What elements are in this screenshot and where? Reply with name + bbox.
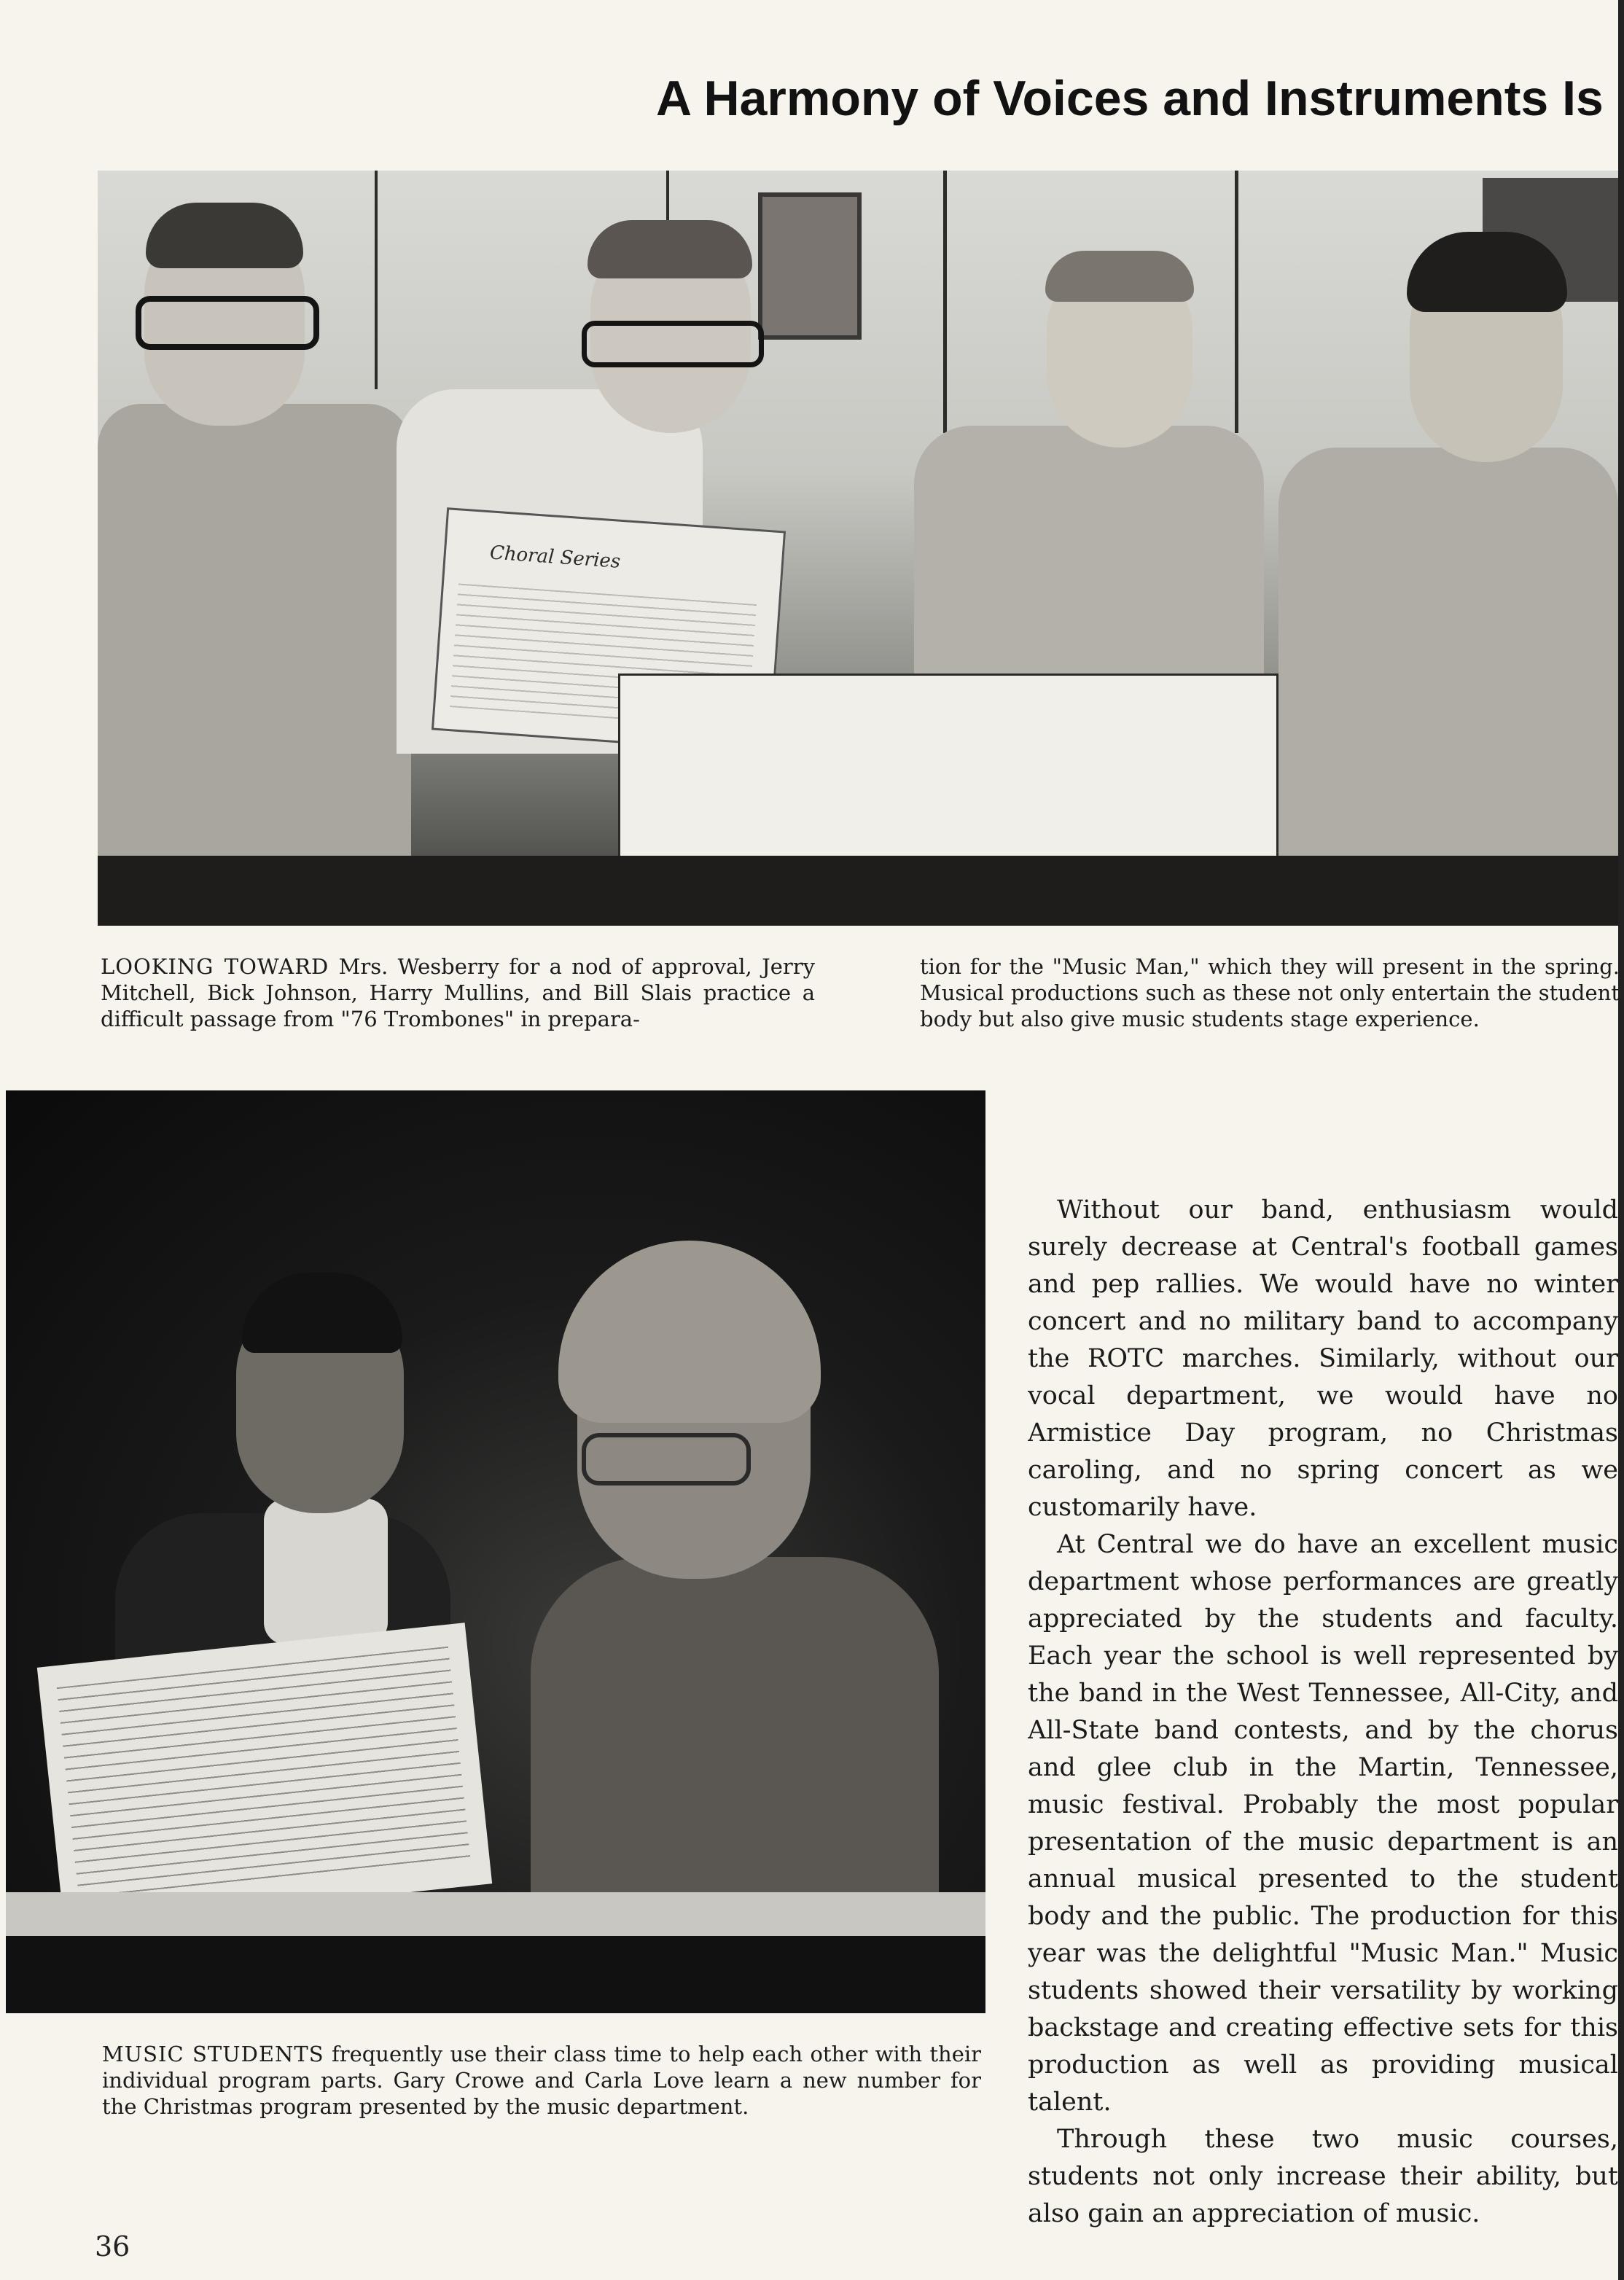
body-paragraph: Without our band, enthusiasm would surely decrease at Central's football games and pep rallies. We would have no winter concert and no military band to accompany the ROTC marches. Similarly, without our vocal department, we would have no Armistice Day program, no Christmas caroling, and no spring concert as we customarily have. [1028, 1195, 1618, 1522]
student-torso [98, 404, 411, 926]
shirt-collar [264, 1499, 388, 1644]
wall-window-panel [375, 171, 378, 389]
student-hair [242, 1273, 402, 1353]
caption-text: Mrs. Wesberry for a nod of approval, Jerry Mitchell, Bick Johnson, Harry Mullins, and Bill Slais practice a difficult passage from "76 Trombones" in prepara- [101, 954, 815, 1031]
music-notation-block [57, 1647, 471, 1905]
caption-text: frequently use their class time to help each other with their individual program parts. Gary Crowe and Carla Love learn a new number for the Christmas program presented by the music department. [102, 2042, 982, 2119]
caption-lead: LOOKING TOWARD [101, 954, 329, 979]
top-photo-caption-right: tion for the "Music Man," which they will present in the spring. Musical productions such as these not only entertain the student body but also give music students stage experience. [920, 954, 1620, 1031]
caption-lead: MUSIC STUDENTS [102, 2042, 324, 2066]
piano-edge [6, 1892, 985, 1936]
body-paragraph: Through these two music courses, students not only increase their ability, but also gain an appreciation of music. [1028, 2125, 1618, 2228]
student-hair [1045, 251, 1194, 302]
page-edge [1618, 0, 1624, 2280]
wall-picture-frame [758, 192, 862, 340]
piano-body [6, 1936, 985, 2013]
top-photo-caption-left [101, 953, 815, 1032]
bottom-photo-caption [102, 2041, 981, 2120]
music-students-photo [6, 1090, 985, 2013]
student-torso [1278, 448, 1618, 926]
sheet-music [37, 1623, 492, 1929]
page-number: 36 [95, 2230, 130, 2263]
student-hair [558, 1241, 821, 1423]
student-hair [146, 203, 303, 268]
body-paragraph: At Central we do have an excellent music department whose performances are greatly appreciated by the students and faculty. Each year the school is well represented by the band in the West Tennessee, All-City, and All-State band contests, and by the chorus and glee club in the Martin, Tennessee, music festival. Probably the most popular presentation of the music department is an annual musical presented to the student body and the public. The production for this year was the delightful "Music Man." Music students showed their versatility by working backstage and creating effective sets for this production as well as providing musical talent. [1028, 1530, 1618, 2117]
sheet-music-title: Choral Series [488, 542, 622, 573]
page-headline: A Harmony of Voices and Instruments Is [656, 71, 1604, 126]
eyeglasses [582, 1433, 751, 1485]
article-body [1028, 1192, 1618, 2233]
desk-row [98, 856, 1618, 926]
eyeglasses [136, 296, 319, 350]
student-hair [587, 220, 752, 278]
choir-students-photo [98, 171, 1618, 926]
wall-window-panel [1235, 171, 1238, 433]
eyeglasses [582, 321, 764, 367]
wall-window-panel [943, 171, 947, 433]
